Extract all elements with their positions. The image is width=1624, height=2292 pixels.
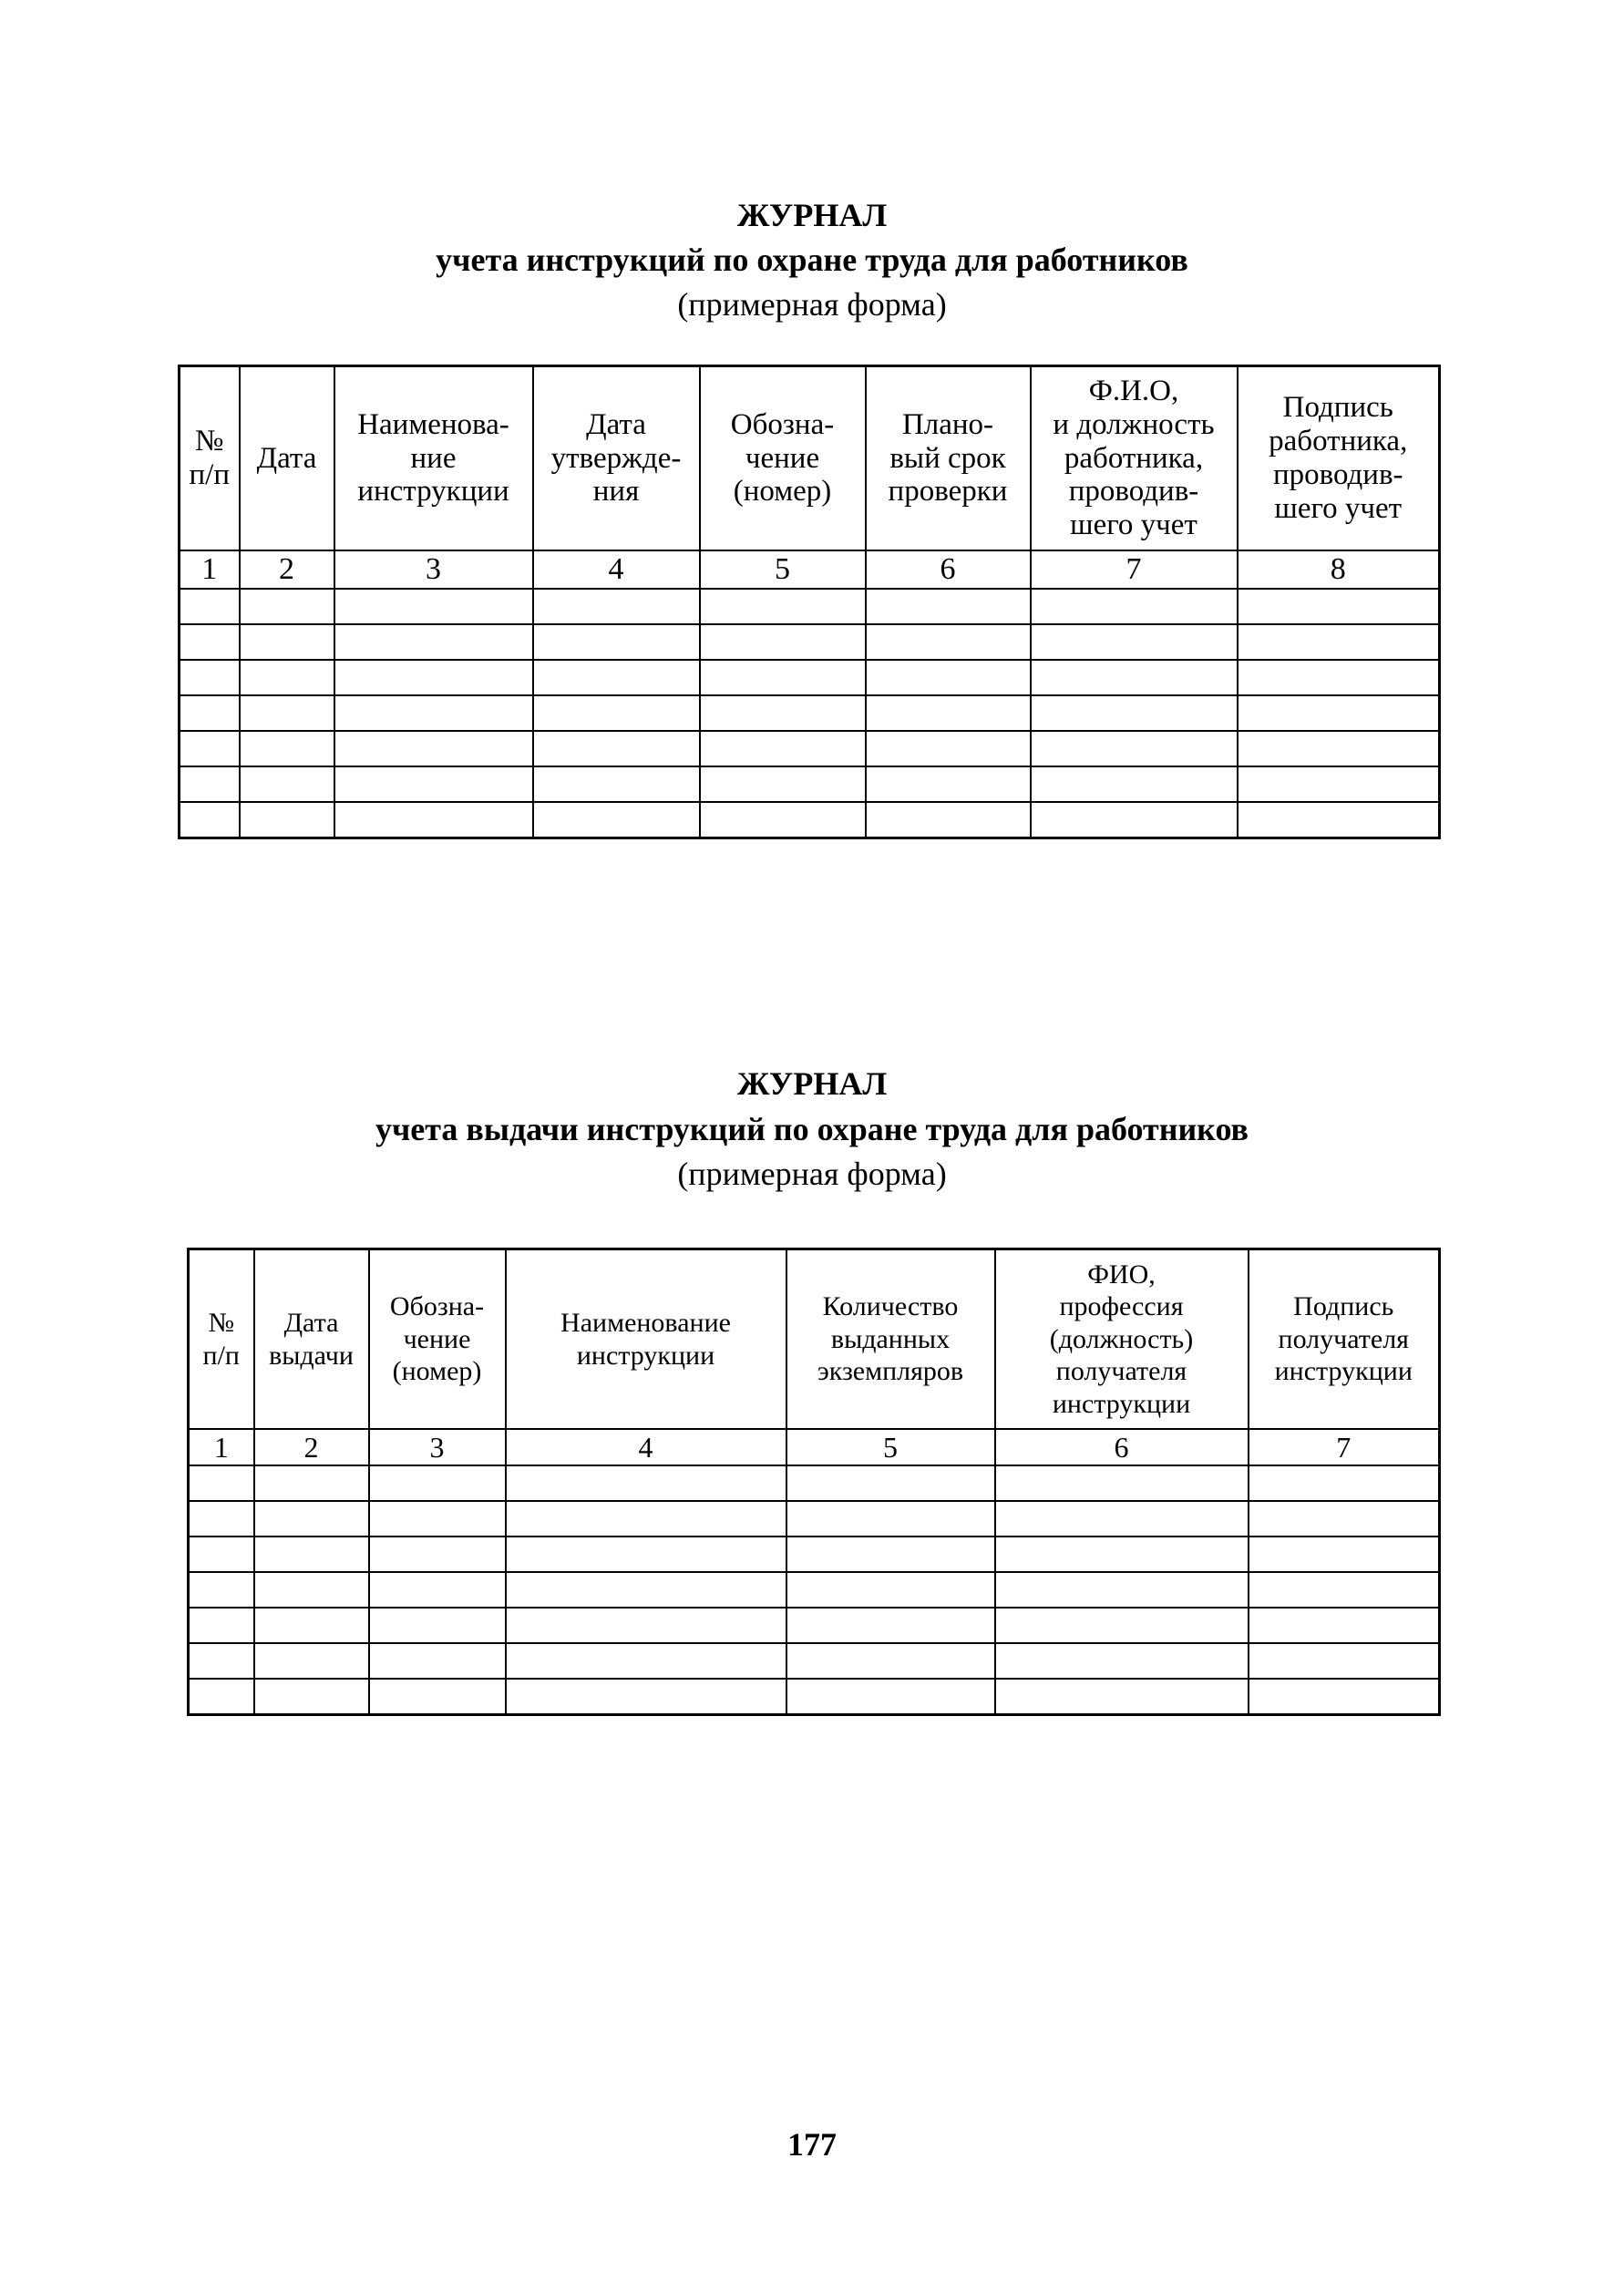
blank-cell — [1238, 589, 1440, 624]
blank-cell — [254, 1608, 369, 1643]
column-number-cell: 7 — [1249, 1429, 1440, 1465]
blank-cell — [180, 589, 240, 624]
blank-cell — [1238, 766, 1440, 802]
blank-cell — [995, 1537, 1249, 1572]
journal-1-header-row — [180, 366, 1440, 551]
blank-cell — [700, 695, 866, 731]
table-row — [180, 624, 1440, 660]
blank-cell — [1238, 695, 1440, 731]
blank-cell — [866, 802, 1031, 838]
table-row — [180, 660, 1440, 695]
blank-cell — [1249, 1572, 1440, 1608]
table-row — [189, 1643, 1440, 1679]
column-number-cell: 6 — [866, 550, 1031, 589]
blank-cell — [240, 660, 334, 695]
blank-cell — [786, 1643, 995, 1679]
blank-cell — [1031, 695, 1238, 731]
table-row — [180, 802, 1440, 838]
blank-cell — [506, 1465, 786, 1501]
column-number-cell: 6 — [995, 1429, 1249, 1465]
column-header: Наименова- ние инструкции — [334, 366, 533, 551]
blank-cell — [700, 802, 866, 838]
blank-cell — [786, 1572, 995, 1608]
blank-cell — [1031, 624, 1238, 660]
column-number-cell: 5 — [700, 550, 866, 589]
column-number-cell: 3 — [334, 550, 533, 589]
blank-cell — [240, 589, 334, 624]
journal-1-form-note: (примерная форма) — [677, 286, 947, 323]
journal-1-column-number-row — [180, 550, 1440, 589]
blank-cell — [700, 660, 866, 695]
blank-cell — [1249, 1465, 1440, 1501]
blank-cell — [866, 695, 1031, 731]
column-header: Дата выдачи — [254, 1249, 369, 1430]
column-header: Ф.И.О, и должность работника, проводив- шего учет — [1031, 366, 1238, 551]
blank-cell — [334, 802, 533, 838]
journal-1-subtitle: учета инструкций по охране труда для работников — [436, 242, 1188, 278]
blank-cell — [866, 660, 1031, 695]
blank-cell — [369, 1501, 506, 1537]
table-row — [189, 1608, 1440, 1643]
column-header: Подпись получателя инструкции — [1249, 1249, 1440, 1430]
blank-cell — [189, 1572, 254, 1608]
blank-cell — [180, 802, 240, 838]
blank-cell — [786, 1608, 995, 1643]
table-row — [180, 731, 1440, 766]
blank-cell — [334, 731, 533, 766]
blank-cell — [369, 1572, 506, 1608]
column-number-cell: 2 — [240, 550, 334, 589]
blank-cell — [1031, 731, 1238, 766]
column-number-cell: 7 — [1031, 550, 1238, 589]
blank-cell — [506, 1643, 786, 1679]
blank-cell — [180, 660, 240, 695]
blank-cell — [1031, 766, 1238, 802]
journal-1-table — [178, 365, 1441, 839]
blank-cell — [506, 1537, 786, 1572]
blank-cell — [700, 731, 866, 766]
blank-cell — [180, 624, 240, 660]
column-number-cell: 4 — [506, 1429, 786, 1465]
blank-cell — [506, 1572, 786, 1608]
blank-cell — [240, 731, 334, 766]
blank-cell — [866, 624, 1031, 660]
blank-cell — [700, 589, 866, 624]
blank-cell — [1031, 802, 1238, 838]
blank-cell — [700, 624, 866, 660]
blank-cell — [1238, 731, 1440, 766]
blank-cell — [995, 1465, 1249, 1501]
blank-cell — [334, 695, 533, 731]
blank-cell — [1238, 660, 1440, 695]
table-row — [189, 1572, 1440, 1608]
blank-cell — [254, 1501, 369, 1537]
blank-cell — [334, 660, 533, 695]
column-header: Дата утвержде- ния — [533, 366, 700, 551]
blank-cell — [189, 1501, 254, 1537]
column-number-cell: 3 — [369, 1429, 506, 1465]
blank-cell — [786, 1679, 995, 1715]
blank-cell — [1249, 1537, 1440, 1572]
column-number-cell: 2 — [254, 1429, 369, 1465]
blank-cell — [369, 1643, 506, 1679]
table-row — [180, 695, 1440, 731]
table-row — [180, 766, 1440, 802]
blank-cell — [369, 1608, 506, 1643]
blank-cell — [533, 660, 700, 695]
blank-cell — [995, 1679, 1249, 1715]
blank-cell — [254, 1537, 369, 1572]
column-header: ФИО, профессия (должность) получателя инструкции — [995, 1249, 1249, 1430]
journal-1-body — [180, 550, 1440, 838]
blank-cell — [1238, 802, 1440, 838]
blank-cell — [254, 1679, 369, 1715]
journal-2-title: ЖУРНАЛ — [736, 1065, 888, 1102]
column-header: Подпись работника, проводив- шего учет — [1238, 366, 1440, 551]
blank-cell — [866, 589, 1031, 624]
column-number-cell: 5 — [786, 1429, 995, 1465]
blank-cell — [189, 1537, 254, 1572]
journal-2-subtitle: учета выдачи инструкций по охране труда для работников — [375, 1111, 1249, 1147]
blank-cell — [533, 624, 700, 660]
table-row — [189, 1679, 1440, 1715]
blank-cell — [180, 766, 240, 802]
journal-2-header-row — [189, 1249, 1440, 1430]
blank-cell — [180, 731, 240, 766]
column-header: № п/п — [189, 1249, 254, 1430]
blank-cell — [700, 766, 866, 802]
table-row — [189, 1537, 1440, 1572]
column-header: Количество выданных экземпляров — [786, 1249, 995, 1430]
blank-cell — [533, 589, 700, 624]
blank-cell — [1031, 660, 1238, 695]
journal-2-form-note: (примерная форма) — [677, 1156, 947, 1192]
blank-cell — [995, 1643, 1249, 1679]
column-number-cell: 1 — [189, 1429, 254, 1465]
blank-cell — [369, 1679, 506, 1715]
blank-cell — [334, 624, 533, 660]
blank-cell — [533, 766, 700, 802]
blank-cell — [506, 1679, 786, 1715]
blank-cell — [240, 695, 334, 731]
blank-cell — [189, 1643, 254, 1679]
column-number-cell: 4 — [533, 550, 700, 589]
journal-1-title: ЖУРНАЛ — [736, 197, 888, 233]
blank-cell — [866, 731, 1031, 766]
blank-cell — [533, 802, 700, 838]
blank-cell — [189, 1679, 254, 1715]
journal-2-table — [187, 1248, 1441, 1716]
table-row — [189, 1501, 1440, 1537]
blank-cell — [1249, 1679, 1440, 1715]
column-header: Дата — [240, 366, 334, 551]
column-header: Плано- вый срок проверки — [866, 366, 1031, 551]
blank-cell — [334, 589, 533, 624]
blank-cell — [240, 802, 334, 838]
column-number-cell: 1 — [180, 550, 240, 589]
blank-cell — [334, 766, 533, 802]
column-header: Наименование инструкции — [506, 1249, 786, 1430]
blank-cell — [180, 695, 240, 731]
journal-2-column-number-row — [189, 1429, 1440, 1465]
column-header: № п/п — [180, 366, 240, 551]
blank-cell — [786, 1537, 995, 1572]
blank-cell — [1031, 589, 1238, 624]
blank-cell — [533, 731, 700, 766]
blank-cell — [866, 766, 1031, 802]
blank-cell — [995, 1501, 1249, 1537]
blank-cell — [189, 1608, 254, 1643]
blank-cell — [240, 766, 334, 802]
blank-cell — [254, 1643, 369, 1679]
blank-cell — [786, 1465, 995, 1501]
blank-cell — [254, 1465, 369, 1501]
blank-cell — [369, 1465, 506, 1501]
journal-2-body — [189, 1429, 1440, 1715]
blank-cell — [1238, 624, 1440, 660]
blank-cell — [995, 1608, 1249, 1643]
blank-cell — [533, 695, 700, 731]
column-header: Обозна- чение (номер) — [369, 1249, 506, 1430]
column-header: Обозна- чение (номер) — [700, 366, 866, 551]
blank-cell — [506, 1501, 786, 1537]
blank-cell — [189, 1465, 254, 1501]
column-number-cell: 8 — [1238, 550, 1440, 589]
page-number: 177 — [787, 2126, 837, 2163]
blank-cell — [369, 1537, 506, 1572]
blank-cell — [1249, 1608, 1440, 1643]
blank-cell — [1249, 1643, 1440, 1679]
blank-cell — [506, 1608, 786, 1643]
blank-cell — [1249, 1501, 1440, 1537]
blank-cell — [995, 1572, 1249, 1608]
blank-cell — [240, 624, 334, 660]
table-row — [180, 589, 1440, 624]
table-row — [189, 1465, 1440, 1501]
blank-cell — [786, 1501, 995, 1537]
blank-cell — [254, 1572, 369, 1608]
